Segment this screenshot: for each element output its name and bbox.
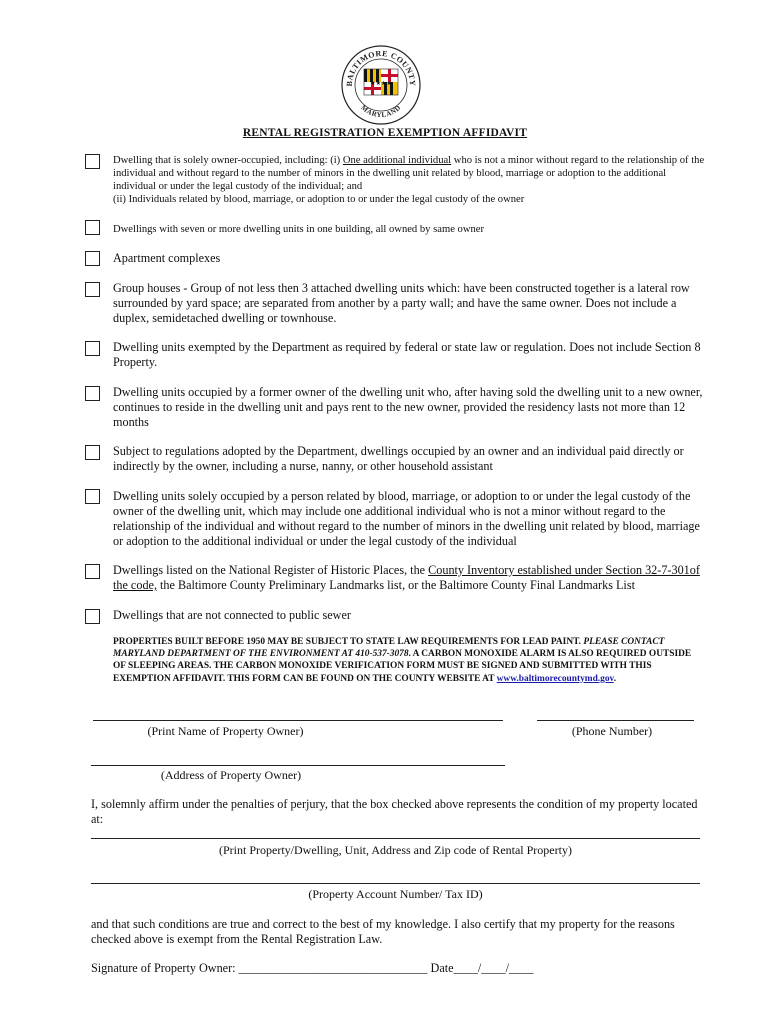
certification-text: and that such conditions are true and correct to the best of my knowledge. I also certify that my property for the reasons checked above is exempt from the Rental Registration Law. — [91, 917, 675, 946]
checkbox-seven-units[interactable] — [85, 220, 100, 235]
seal-top-text: BALTIMORE COUNTY — [344, 48, 418, 87]
owner-address-caption: (Address of Property Owner) — [160, 768, 302, 782]
checkbox-former-owner[interactable] — [85, 386, 100, 401]
notice-text: . — [613, 673, 617, 684]
account-number-line[interactable] — [91, 883, 700, 884]
item-text: the Baltimore County Preliminary Landmarks list, or the Baltimore County Final Landmarks List — [157, 578, 635, 592]
checkbox-exempted-by-department[interactable] — [85, 341, 100, 356]
checkbox-no-public-sewer[interactable] — [85, 609, 100, 624]
exemption-item-apartment-complexes: Apartment complexes — [113, 251, 221, 265]
print-name-line[interactable] — [93, 720, 503, 721]
baltimore-county-seal — [340, 44, 422, 126]
exemption-item-historic-places — [113, 563, 708, 593]
notice-italic-text: PLEASE CONTACT MARYLAND DEPARTMENT OF THE ENVIRONMENT AT 410-537-3078 — [113, 637, 665, 660]
property-address-caption: (Print Property/Dwelling, Unit, Address and Zip code of Rental Property) — [219, 843, 572, 857]
form-title: RENTAL REGISTRATION EXEMPTION AFFIDAVIT — [242, 127, 528, 139]
exemption-item-exempted-by-department: Dwelling units exempted by the Department as required by federal or state law or regulation. Does not include Section 8 Property. — [113, 340, 701, 369]
checkbox-group-houses[interactable] — [85, 282, 100, 297]
print-name-caption: (Print Name of Property Owner) — [147, 724, 304, 738]
signature-date-line[interactable]: Signature of Property Owner: _______________________________ Date____/____/____ — [91, 961, 534, 975]
notice-text: . A CARBON MONOXIDE ALARM IS ALSO REQUIRED OUTSIDE OF SLEEPING AREAS. THE CARBON MONOXIDE VERIFICATION FORM MUST BE SIGNED AND SUBMITTED WITH THIS EXEMPTION AFFIDAVIT. THIS FORM CAN BE FOUND ON THE COUNTY WEBSITE AT — [113, 649, 692, 684]
item-text: who is not a minor without regard to the relationship of the individual and without regard to the number of minors in the dwelling unit related by blood, marriage or adoption to the additional individual or under the legal custody of the individual; and — [113, 155, 705, 192]
phone-number-line[interactable] — [537, 720, 694, 721]
item-text: Dwelling that is solely owner-occupied, including: (i) — [113, 155, 343, 166]
account-number-caption: (Property Account Number/ Tax ID) — [308, 887, 483, 901]
checkbox-historic-places[interactable] — [85, 564, 100, 579]
phone-number-caption: (Phone Number) — [571, 724, 653, 738]
checkbox-household-assistant[interactable] — [85, 445, 100, 460]
lead-paint-notice — [113, 636, 693, 685]
county-website-link[interactable]: www.baltimorecountymd.gov — [496, 673, 614, 684]
exemption-item-related-occupant: Dwelling units solely occupied by a person related by blood, marriage, or adoption to or under the legal custody of the owner of the dwelling unit, which may include one additional individual who is not a minor without regard to the relationship of the individual and without regard to the number of minors in the dwelling unit related by blood, marriage or adoption to the additional individual or under the legal custody of the individual — [113, 489, 700, 548]
svg-text:★★★★: ★★★★ — [370, 81, 392, 87]
checkbox-owner-occupied[interactable] — [85, 154, 100, 169]
exemption-item-owner-occupied — [113, 154, 708, 206]
item-text: (ii) Individuals related by blood, marriage, or adoption to or under the legal custody of the owner — [113, 194, 525, 205]
exemption-item-group-houses: Group houses - Group of not less then 3 attached dwelling units which: have been constructed together is a lateral row surrounded by yard space; are separated from another by a party wall; and have the same owner. Does not include a duplex, semidetached dwelling or townhouse. — [113, 281, 690, 325]
item-underlined-text: County Inventory established under Section 32-7-301of the code, — [113, 563, 700, 592]
owner-address-line[interactable] — [91, 765, 505, 766]
exemption-item-seven-units: Dwellings with seven or more dwelling units in one building, all owned by same owner — [113, 224, 485, 235]
item-underlined-text: One additional individual — [342, 155, 452, 166]
item-text: Dwellings listed on the National Register of Historic Places, the — [113, 563, 429, 577]
property-address-line[interactable] — [91, 838, 700, 839]
affirmation-text: I, solemnly affirm under the penalties of perjury, that the box checked above represents the condition of my property located at: — [91, 797, 698, 826]
exemption-item-household-assistant: Subject to regulations adopted by the Department, dwellings occupied by an owner and an individual paid directly or indirectly by the owner, including a nurse, nanny, or other household assistant — [113, 444, 684, 473]
notice-text: PROPERTIES BUILT BEFORE 1950 MAY BE SUBJECT TO STATE LAW REQUIREMENTS FOR LEAD PAINT. — [113, 637, 584, 647]
checkbox-related-occupant[interactable] — [85, 489, 100, 504]
checkbox-apartment-complexes[interactable] — [85, 251, 100, 266]
exemption-item-no-public-sewer: Dwellings that are not connected to public sewer — [113, 608, 351, 622]
exemption-item-former-owner: Dwelling units occupied by a former owner of the dwelling unit who, after having sold the dwelling unit to a new owner, continues to reside in the dwelling unit and pays rent to the new owner, provided the residency lasts not more than 12 months — [113, 385, 703, 429]
seal-bottom-text: MARYLAND — [359, 103, 403, 120]
